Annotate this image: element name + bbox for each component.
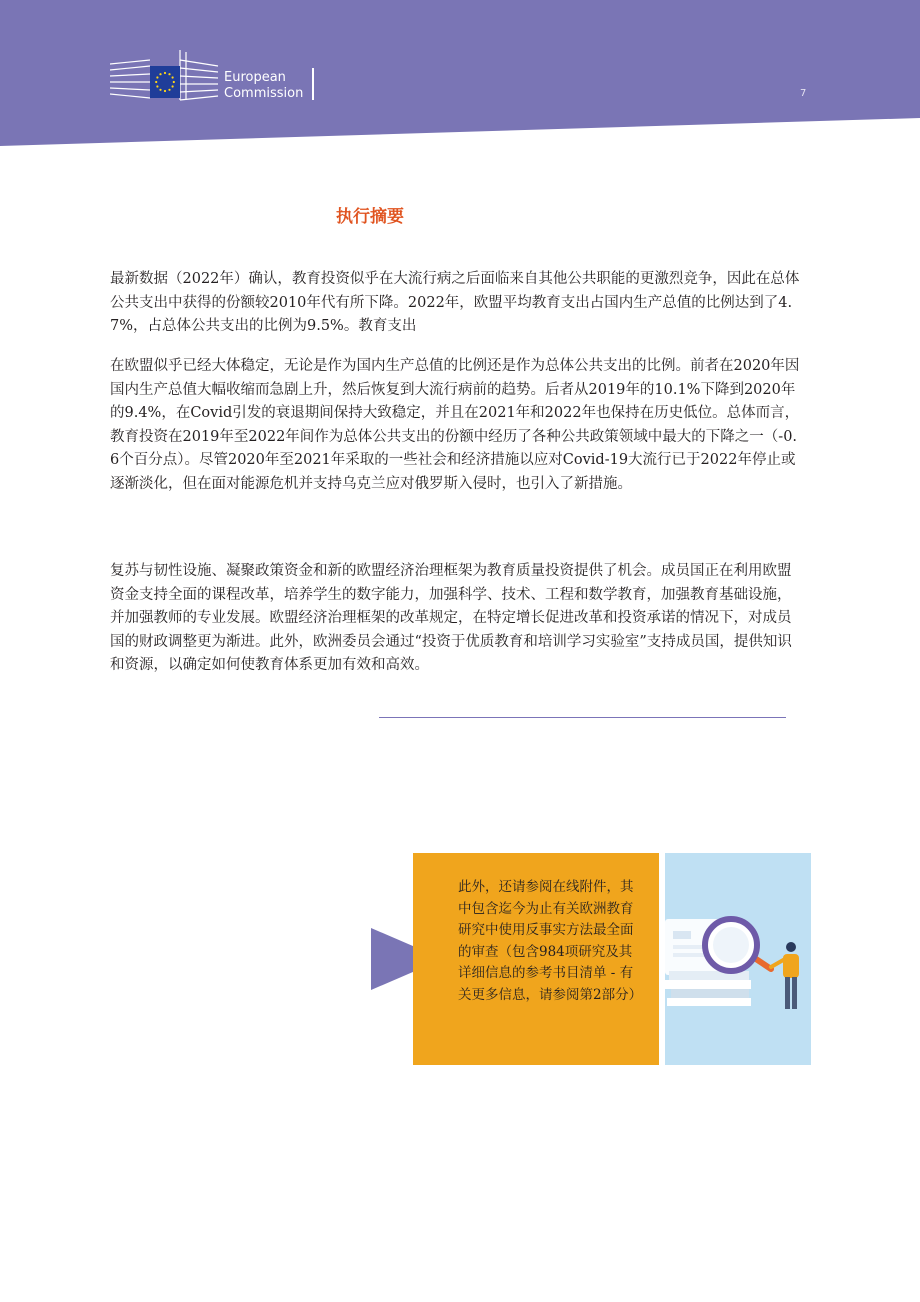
page-title: 执行摘要 [336, 207, 404, 227]
summary-paragraph-1: 最新数据（2022年）确认，教育投资似乎在大流行病之后面临来自其他公共职能的更激烈竞争，因此在总体公共支出中获得的份额较2010年代有所下降。2022年，欧盟平均教育支出占国内生产总值的比例达到了4.7%，占总体公共支出的比例为9.5%。教育支出 [110, 271, 800, 334]
brand-line-2: Commission [224, 86, 304, 101]
section-divider [379, 717, 786, 718]
brand-name [224, 70, 303, 102]
logo-divider [312, 68, 314, 100]
page-number: 7 [800, 88, 807, 99]
eu-flag-icon [150, 66, 180, 98]
callout-text: 此外，还请参阅在线附件，其中包含迄今为止有关欧洲教育研究中使用反事实方法最全面的审查（包含984项研究及其详细信息的参考书目清单 - 有关更多信息，请参阅第2部分） [458, 879, 643, 1003]
summary-paragraph-3: 复苏与韧性设施、凝聚政策资金和新的欧盟经济治理框架为教育质量投资提供了机会。成员国正在利用欧盟资金支持全面的课程改革，培养学生的数字能力，加强科学、技术、工程和数学教育，加强教育基础设施，并加强教师的专业发展。欧盟经济治理框架的改革规定，在特定增长促进改革和投资承诺的情况下，对成员国的财政调整更为渐进。此外，欧洲委员会通过“投资于优质教育和培训学习实验室”支持成员国，提供知识和资源，以确定如何使教育体系更加有效和高效。 [110, 563, 792, 673]
magnifying-glass-icon [665, 853, 811, 1065]
summary-paragraph-2: 在欧盟似乎已经大体稳定，无论是作为国内生产总值的比例还是作为总体公共支出的比例。前者在2020年因国内生产总值大幅收缩而急剧上升，然后恢复到大流行病前的趋势。后者从2019年的10.1%下降到2020年的9.4%，在Covid引发的衰退期间保持大致稳定，并且在2021年和2022年也保持在历史低位。总体而言，教育投资在2019年至2022年间作为总体公共支出的份额中经历了各种公共政策领域中最大的下降之一（-0.6个百分点）。尽管2020年至2021年采取的一些社会和经济措施以应对Covid-19大流行已于2022年停止或逐渐淡化，但在面对能源危机并支持乌克兰应对俄罗斯入侵时，也引入了新措施。 [110, 358, 800, 492]
research-magnifier-illustration [665, 853, 811, 1065]
brand-line-1: European [224, 70, 286, 85]
commission-building-icon [110, 46, 222, 102]
callout-box [413, 853, 659, 1065]
